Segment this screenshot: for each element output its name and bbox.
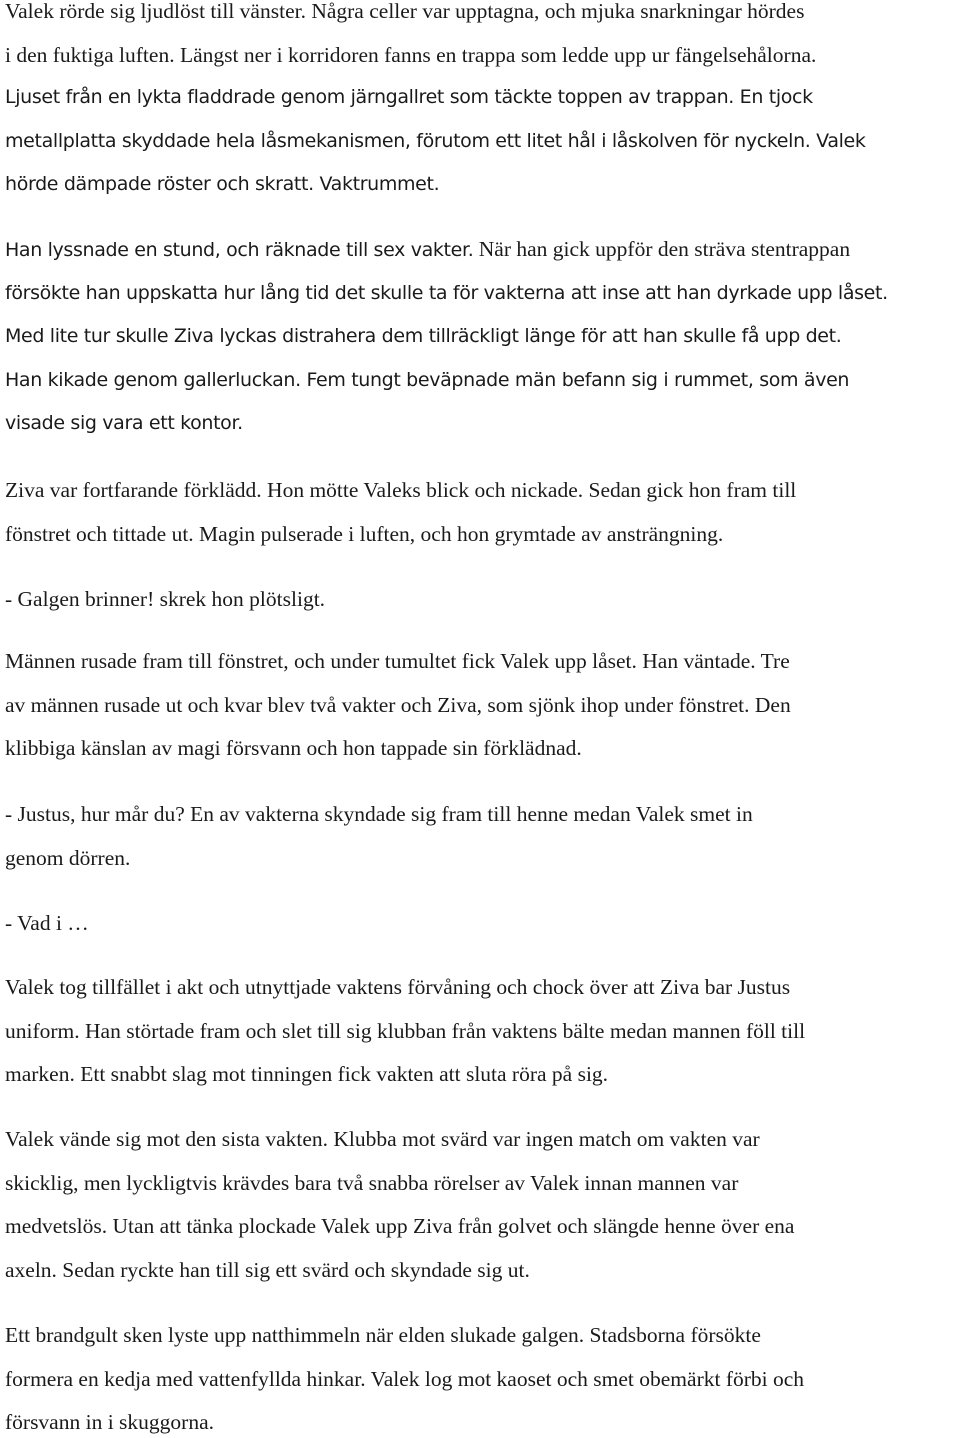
text-line: Ljuset från en lykta fladdrade genom järngallret som täckte toppen av trappan. En tjock bbox=[5, 86, 813, 108]
text-line: försvann in i skuggorna. bbox=[5, 1410, 214, 1434]
text-line bbox=[5, 228, 888, 272]
text-line: visade sig vara ett kontor. bbox=[5, 412, 243, 434]
text-line: medvetslös. Utan att tänka plockade Valek upp Ziva från golvet och slängde henne över ena bbox=[5, 1214, 795, 1238]
text-line: av männen rusade ut och kvar blev två vakter och Ziva, som sjönk ihop under fönstret. Den bbox=[5, 692, 791, 717]
paragraph-10 bbox=[5, 1118, 794, 1292]
text-line: - Galgen brinner! skrek hon plötsligt. bbox=[5, 587, 326, 611]
paragraph-5 bbox=[5, 578, 325, 622]
text-line: hörde dämpade röster och skratt. Vaktrummet. bbox=[5, 173, 440, 195]
text-line: Männen rusade fram till fönstret, och under tumultet fick Valek upp låset. Han väntade. Tre bbox=[5, 649, 790, 673]
text-line: Ziva var fortfarande förklädd. Hon mötte Valeks blick och nickade. Sedan gick hon fram till bbox=[5, 478, 797, 502]
text-line: skicklig, men lyckligtvis krävdes bara två snabba rörelser av Valek innan mannen var bbox=[5, 1170, 739, 1195]
text-line: Han kikade genom gallerluckan. Fem tungt beväpnade män befann sig i rummet, som även bbox=[5, 368, 850, 391]
text-line: genom dörren. bbox=[5, 845, 131, 870]
paragraph-9 bbox=[5, 966, 805, 1097]
text-line: Valek rörde sig ljudlöst till vänster. Några celler var upptagna, och mjuka snarkningar hördes bbox=[5, 0, 805, 23]
text-line: klibbiga känslan av magi försvann och hon tappade sin förklädnad. bbox=[5, 736, 582, 760]
text-line: - Vad i … bbox=[5, 911, 89, 935]
text-line: metallplatta skyddade hela låsmekanismen, förutom ett litet hål i låskolven för nyckeln. Valek bbox=[5, 129, 866, 152]
text-run: Han lyssnade en stund, och räknade till sex vakter. bbox=[5, 239, 474, 261]
paragraph-1 bbox=[5, 0, 816, 77]
paragraph-7 bbox=[5, 793, 753, 880]
paragraph-11 bbox=[5, 1314, 804, 1438]
text-line: Valek vände sig mot den sista vakten. Klubba mot svärd var ingen match om vakten var bbox=[5, 1127, 760, 1151]
text-line: axeln. Sedan ryckte han till sig ett svärd och skyndade sig ut. bbox=[5, 1257, 530, 1282]
text-line: försökte han uppskatta hur lång tid det skulle ta för vakterna att inse att han dyrkade upp låset. bbox=[5, 281, 888, 304]
text-line: i den fuktiga luften. Längst ner i korridoren fanns en trappa som ledde upp ur fängelsehålorna. bbox=[5, 42, 817, 67]
paragraph-6 bbox=[5, 640, 791, 771]
paragraph-3 bbox=[5, 228, 888, 446]
paragraph-4 bbox=[5, 469, 796, 556]
text-run: När han gick uppför den sträva stentrappan bbox=[473, 237, 851, 261]
text-line: Ett brandgult sken lyste upp natthimmeln när elden slukade galgen. Stadsborna försökte bbox=[5, 1323, 761, 1347]
text-line: Med lite tur skulle Ziva lyckas distrahera dem tillräckligt länge för att han skulle få upp det. bbox=[5, 325, 842, 347]
paragraph-8 bbox=[5, 902, 89, 946]
text-line: uniform. Han störtade fram och slet till sig klubban från vaktens bälte medan mannen föll till bbox=[5, 1018, 806, 1043]
text-line: - Justus, hur mår du? En av vakterna skyndade sig fram till henne medan Valek smet in bbox=[5, 802, 753, 826]
paragraph-2 bbox=[5, 76, 866, 207]
text-line: Valek tog tillfället i akt och utnyttjade vaktens förvåning och chock över att Ziva bar Justus bbox=[5, 975, 791, 999]
text-line: fönstret och tittade ut. Magin pulserade i luften, och hon grymtade av ansträngning. bbox=[5, 521, 724, 546]
text-line: formera en kedja med vattenfyllda hinkar. Valek log mot kaoset och smet obemärkt förbi och bbox=[5, 1366, 805, 1391]
text-line: marken. Ett snabbt slag mot tinningen fick vakten att sluta röra på sig. bbox=[5, 1062, 609, 1086]
